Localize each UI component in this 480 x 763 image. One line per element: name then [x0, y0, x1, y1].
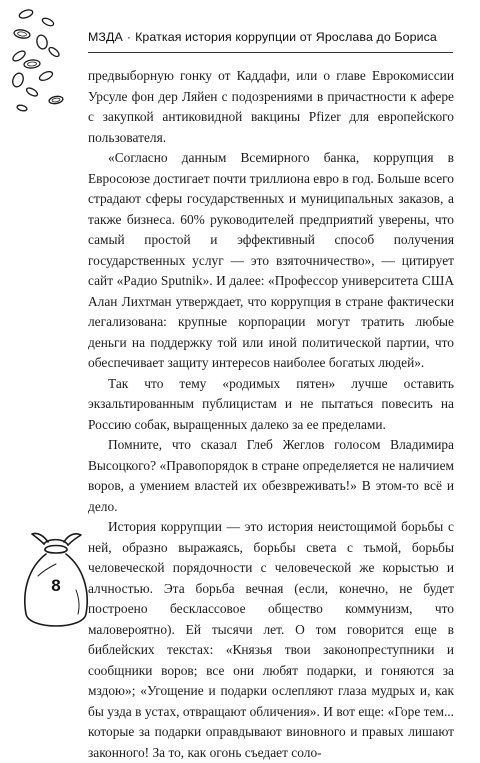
header-rule: [88, 52, 453, 53]
paragraph: «Согласно данным Всемирного банка, коррупция в Евросоюзе достигает почти триллиона евро в год. Больше всего страдают сферы государственных и муниципальных заказов, а также бизнеса. 60% руководителей предприятий уверены, что самый простой и эффективный способ получения государственных услуг — это взяточничество», — цитирует сайт «Радио Sputnik». И далее: «Профессор университета США Алан Лихтман утверждает, что коррупция в стране фактически легализована: крупные корпорации могут тратить любые деньги на поддержку той или иной политической партии, что обеспечивает защиту интересов наиболее богатых людей».: [88, 150, 454, 370]
book-title: МЗДА: [88, 30, 123, 44]
paragraph: Так что тему «родимых пятен» лучше оставить экзальтированным публицистам и не пытаться повесить на Россию собак, выращенных далеко за ее пределами.: [88, 375, 454, 432]
falling-coins-illustration: [6, 4, 78, 124]
paragraph: Помните, что сказал Глеб Жеглов голосом Владимира Высоцкого? «Правопорядок в стране определяется не наличием воров, а умением властей их обезвреживать!» В этом-то всё и дело.: [88, 437, 454, 514]
page-number: 8: [51, 576, 61, 595]
running-header: [88, 30, 460, 44]
paragraph: предвыборную гонку от Каддафи, или о главе Еврокомиссии Урсуле фон дер Ляйен с подозрениями в причастности к афере с закупкой антиковидной вакцины Pfizer для европейского пользователя.: [88, 68, 454, 145]
body-text: [88, 66, 454, 763]
book-subtitle: Краткая история коррупции от Ярослава до Бориса: [135, 30, 437, 44]
header-separator: ·: [126, 30, 132, 44]
paragraph: История коррупции — это история неистощимой борьбы с ней, образно выражаясь, борьбы света с тьмой, борьбы человеческой порядочности с человеческой же корыстью и алчностью. Эта борьба вечная (если, конечно, не будет построено бесклассовое общество коммунизм, что маловероятно). Ей тысячи лет. О том говорится еще в библейских текстах: «Князья твои законопреступники и сообщники воров; все они любят подарки, и гоняются за мздою»; «Угощение и подарки ослепляют глаза мудрых и, как бы узда в устах, отвращают обличения». И вот еще: «Горе тем... которые за подарки оправдывают виновного и правых лишают законного! За то, как огонь съедает соло-: [88, 519, 454, 760]
